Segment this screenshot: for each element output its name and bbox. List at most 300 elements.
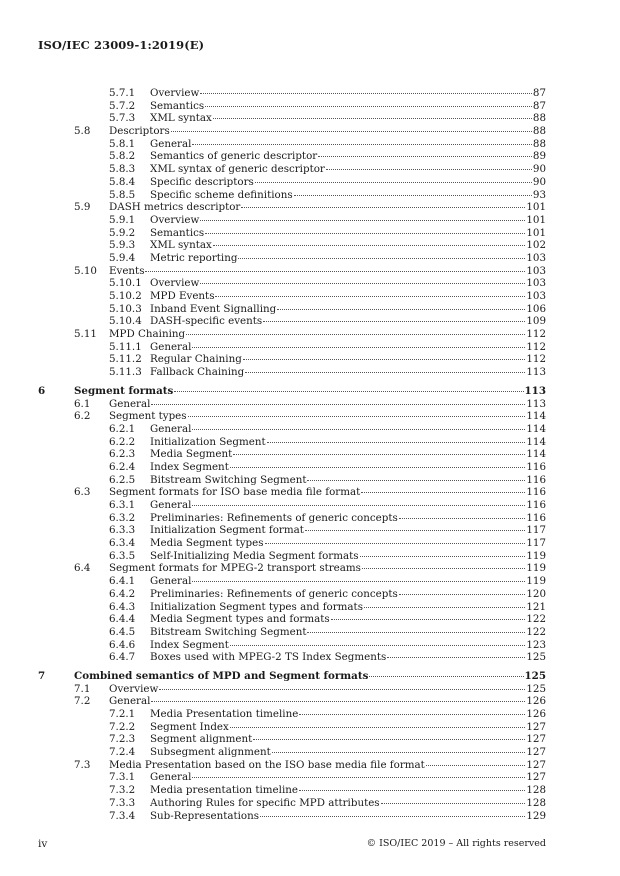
toc-entry[interactable]	[0, 366, 620, 379]
dot-leader	[318, 156, 532, 157]
toc-entry[interactable]	[0, 524, 620, 537]
toc-entry-title: MPD Chaining	[109, 328, 186, 341]
toc-entry-page: 123	[526, 638, 546, 651]
toc-entry[interactable]	[0, 423, 620, 436]
dot-leader	[192, 347, 525, 348]
toc-entry[interactable]	[0, 486, 620, 499]
toc-entry[interactable]	[0, 125, 620, 138]
toc-entry-line	[150, 474, 546, 487]
toc-entry[interactable]	[0, 626, 620, 639]
toc-entry-title: XML syntax	[150, 239, 212, 252]
toc-entry-title: Fallback Chaining	[150, 366, 245, 379]
toc-entry[interactable]	[0, 588, 620, 601]
toc-entry-page: 87	[532, 87, 546, 99]
toc-entry-line	[150, 277, 546, 290]
toc-entry[interactable]	[0, 353, 620, 366]
toc-entry-line	[150, 461, 546, 474]
dot-leader	[145, 271, 525, 272]
toc-entry-number: 6.4.7	[109, 651, 136, 664]
toc-entry-line	[150, 626, 546, 639]
toc-entry-page: 119	[526, 562, 546, 575]
dot-leader	[361, 492, 525, 493]
toc-entry-page: 128	[526, 784, 546, 797]
toc-entry-title: Boxes used with MPEG-2 TS Index Segments	[150, 651, 387, 664]
dot-leader	[159, 689, 525, 690]
toc-entry[interactable]	[0, 448, 620, 461]
toc-entry-number: 5.9	[74, 201, 91, 214]
toc-entry[interactable]	[0, 784, 620, 797]
toc-entry-number: 5.9.1	[109, 213, 136, 226]
dot-leader	[205, 106, 532, 107]
toc-entry-page: 125	[526, 651, 546, 664]
toc-entry-number: 5.7.3	[109, 112, 136, 125]
toc-entry-line	[150, 771, 546, 784]
toc-entry-title: Media Segment types and formats	[150, 613, 330, 626]
toc-entry-number: 5.8.1	[109, 137, 136, 150]
toc-entry-title: Media Presentation based on the ISO base media file format	[109, 758, 425, 771]
toc-entry-title: Media Presentation timeline	[150, 708, 299, 720]
toc-entry-page: 113	[524, 384, 546, 397]
toc-entry-number: 7.3.3	[109, 796, 136, 809]
toc-entry[interactable]	[0, 100, 620, 113]
dot-leader	[200, 220, 525, 221]
toc-entry-number: 7.3.2	[109, 784, 136, 797]
toc-entry[interactable]	[0, 512, 620, 525]
toc-entry[interactable]	[0, 398, 620, 411]
toc-entry-number: 5.10.4	[109, 315, 142, 328]
toc-entry-line	[150, 436, 546, 449]
toc-entry-title: Index Segment	[150, 638, 229, 651]
toc-entry[interactable]	[0, 315, 620, 328]
toc-entry-title: Index Segment	[150, 460, 229, 473]
toc-entry[interactable]	[0, 639, 620, 652]
dot-leader	[260, 816, 525, 817]
toc-entry-line	[150, 303, 546, 316]
copyright-notice: © ISO/IEC 2019 – All rights reserved	[366, 838, 546, 849]
dot-leader	[265, 543, 526, 544]
toc-entry-line	[150, 651, 546, 664]
toc-entry-title: General	[150, 575, 192, 588]
toc-entry-title: Preliminaries: Refinements of generic concepts	[150, 511, 398, 524]
toc-entry-title: General	[109, 397, 151, 410]
toc-entry-page: 122	[526, 613, 546, 626]
toc-entry-line	[109, 410, 546, 423]
toc-entry[interactable]	[0, 290, 620, 303]
toc-entry-title: Bitstream Switching Segment	[150, 473, 307, 486]
dot-leader	[360, 556, 526, 557]
toc-entry[interactable]	[0, 265, 620, 278]
toc-entry-number: 5.8.3	[109, 163, 136, 176]
toc-entry[interactable]	[0, 601, 620, 614]
toc-entry-line	[150, 315, 546, 328]
toc-entry[interactable]	[0, 550, 620, 563]
toc-entry-page: 88	[532, 137, 546, 150]
toc-entry-page: 119	[526, 575, 546, 588]
toc-entry-number: 6.3.4	[109, 537, 136, 550]
toc-entry-number: 6.4.5	[109, 625, 136, 638]
dot-leader	[299, 790, 525, 791]
toc-entry-number: 6.4	[74, 562, 91, 575]
toc-entry[interactable]	[0, 436, 620, 449]
toc-entry[interactable]	[0, 201, 620, 214]
toc-entry[interactable]	[0, 461, 620, 474]
toc-entry-line	[150, 252, 546, 265]
toc-entry-title: Descriptors	[109, 125, 170, 138]
toc-entry-title: Bitstream Switching Segment	[150, 625, 307, 638]
toc-entry-title: Segment formats	[74, 384, 174, 397]
toc-entry-title: Combined semantics of MPD and Segment formats	[74, 669, 369, 682]
dot-leader	[241, 207, 525, 208]
toc-entry-line	[150, 341, 546, 354]
toc-entry-title: Media Segment	[150, 448, 233, 461]
toc-entry-line	[150, 613, 546, 626]
toc-entry-line	[150, 290, 546, 303]
dot-leader	[326, 169, 532, 170]
toc-entry-number: 6	[38, 384, 46, 397]
toc-entry-page: 117	[526, 524, 546, 537]
toc-entry[interactable]	[0, 670, 620, 683]
toc-entry-page: 127	[526, 758, 546, 771]
toc-entry[interactable]	[0, 575, 620, 588]
dot-leader	[205, 233, 525, 234]
toc-entry[interactable]	[0, 277, 620, 290]
toc-entry-page: 127	[526, 771, 546, 784]
toc-entry[interactable]	[0, 112, 620, 125]
toc-entry-page: 129	[526, 809, 546, 822]
toc-entry[interactable]	[0, 613, 620, 626]
toc-entry-title: Segment formats for ISO base media file format	[109, 486, 361, 499]
dot-leader	[277, 309, 525, 310]
dot-leader	[362, 568, 525, 569]
toc-entry-line	[109, 201, 546, 214]
dot-leader	[192, 144, 531, 145]
toc-entry-number: 5.8.5	[109, 188, 136, 201]
toc-entry-page: 114	[526, 448, 546, 461]
toc-entry-title: Inband Event Signalling	[150, 302, 277, 315]
toc-entry-line	[74, 670, 546, 683]
toc-entry[interactable]	[0, 150, 620, 163]
toc-entry-line	[150, 366, 546, 379]
toc-entry[interactable]	[0, 239, 620, 252]
toc-entry-line	[150, 575, 546, 588]
toc-entry-line	[150, 353, 546, 366]
toc-entry[interactable]	[0, 746, 620, 759]
toc-entry-page: 90	[532, 163, 546, 176]
toc-entry-number: 6.4.1	[109, 575, 136, 588]
toc-entry-line	[150, 512, 546, 525]
toc-entry-page: 122	[526, 625, 546, 638]
toc-entry[interactable]	[0, 214, 620, 227]
toc-entry-page: 116	[526, 511, 546, 524]
toc-entry-number: 5.7.2	[109, 99, 136, 112]
toc-entry-page: 126	[526, 695, 546, 708]
toc-entry-number: 5.10.3	[109, 302, 142, 315]
dot-leader	[192, 777, 525, 778]
toc-entry-number: 7.1	[74, 682, 91, 695]
toc-entry-number: 5.10.1	[109, 277, 142, 290]
toc-entry[interactable]	[0, 562, 620, 575]
toc-entry-page: 114	[526, 422, 546, 435]
toc-entry-title: Segment alignment	[150, 733, 253, 746]
toc-entry-number: 6.3.2	[109, 511, 136, 524]
document-header: ISO/IEC 23009-1:2019(E)	[38, 38, 205, 52]
toc-entry-number: 7.2	[74, 695, 91, 708]
toc-entry-page: 101	[526, 201, 546, 214]
toc-entry[interactable]	[0, 733, 620, 746]
dot-leader	[364, 607, 525, 608]
toc-entry-line	[150, 448, 546, 461]
toc-entry-number: 6.4.6	[109, 638, 136, 651]
toc-entry[interactable]	[0, 499, 620, 512]
dot-leader	[369, 676, 523, 677]
toc-entry-number: 7.3	[74, 758, 91, 771]
toc-entry-number: 5.9.2	[109, 226, 136, 239]
toc-entry-number: 6.3.1	[109, 499, 136, 511]
dot-leader	[200, 93, 532, 94]
toc-entry[interactable]	[0, 227, 620, 240]
toc-entry-number: 6.2.3	[109, 448, 136, 461]
toc-entry-page: 93	[532, 188, 546, 201]
dot-leader	[233, 454, 525, 455]
toc-entry-page: 89	[532, 150, 546, 163]
toc-entry-line	[150, 784, 546, 797]
toc-entry-title: Media presentation timeline	[150, 784, 298, 797]
toc-entry[interactable]	[0, 537, 620, 550]
toc-entry-title: DASH metrics descriptor	[109, 201, 241, 214]
toc-entry-title: Subsegment alignment	[150, 746, 271, 759]
dot-leader	[245, 372, 525, 373]
toc-entry-number: 7	[38, 669, 46, 682]
dot-leader	[331, 619, 526, 620]
toc-entry-page: 109	[526, 315, 546, 328]
toc-entry-title: General	[150, 499, 192, 511]
toc-entry[interactable]	[0, 163, 620, 176]
toc-entry[interactable]	[0, 410, 620, 423]
toc-entry[interactable]	[0, 708, 620, 721]
toc-entry-title: Segment types	[109, 410, 187, 423]
toc-entry-title: General	[150, 771, 192, 784]
toc-entry-number: 7.2.2	[109, 720, 136, 733]
dot-leader	[387, 657, 525, 658]
dot-leader	[171, 131, 532, 132]
toc-entry-line	[109, 683, 546, 696]
toc-entry-title: Specific scheme definitions	[150, 188, 293, 201]
dot-leader	[305, 530, 525, 531]
toc-entry-number: 5.10.2	[109, 290, 142, 302]
dot-leader	[213, 118, 532, 119]
toc-entry-line	[150, 746, 546, 759]
dot-leader	[192, 505, 525, 506]
toc-entry-page: 103	[526, 290, 546, 302]
toc-entry-number: 6.4.4	[109, 613, 136, 626]
toc-entry[interactable]	[0, 87, 620, 100]
dot-leader	[151, 701, 525, 702]
toc-entry-page: 113	[526, 397, 546, 410]
toc-entry-line	[150, 588, 546, 601]
toc-entry[interactable]	[0, 474, 620, 487]
toc-entry-line	[150, 733, 546, 746]
toc-entry-line	[109, 695, 546, 708]
dot-leader	[399, 594, 526, 595]
toc-entry-line	[150, 537, 546, 550]
toc-entry-title: Events	[109, 264, 145, 277]
toc-entry-title: DASH-specific events	[150, 315, 263, 328]
toc-entry-page: 126	[526, 708, 546, 720]
toc-entry-title: Overview	[150, 213, 200, 226]
toc-entry-title: Authoring Rules for specific MPD attributes	[150, 796, 380, 809]
toc-entry-number: 5.11.2	[109, 353, 142, 366]
toc-entry[interactable]	[0, 810, 620, 823]
toc-entry[interactable]	[0, 189, 620, 202]
toc-entry-page: 128	[526, 796, 546, 809]
toc-entry[interactable]	[0, 651, 620, 664]
toc-entry-page: 116	[526, 460, 546, 473]
toc-entry-line	[150, 550, 546, 563]
dot-leader	[255, 182, 532, 183]
toc-entry-page: 102	[526, 239, 546, 252]
toc-entry-number: 6.2	[74, 410, 91, 423]
toc-entry-page: 88	[532, 112, 546, 125]
toc-entry[interactable]	[0, 303, 620, 316]
toc-entry-page: 127	[526, 733, 546, 746]
toc-entry-page: 106	[526, 302, 546, 315]
toc-entry-page: 120	[526, 587, 546, 600]
toc-entry-number: 5.11	[74, 328, 97, 341]
dot-leader	[399, 518, 526, 519]
toc-entry-title: MPD Events	[150, 290, 215, 302]
dot-leader	[426, 765, 526, 766]
toc-entry-line	[150, 176, 546, 189]
toc-entry-page: 127	[526, 720, 546, 733]
toc-entry-title: Specific descriptors	[150, 175, 254, 188]
toc-entry-number: 6.4.2	[109, 587, 136, 600]
toc-entry-title: Self-Initializing Media Segment formats	[150, 549, 359, 562]
toc-entry-title: Overview	[109, 682, 159, 695]
toc-entry-line	[109, 562, 546, 575]
toc-entry-title: Initialization Segment	[150, 435, 266, 448]
toc-entry-title: General	[150, 137, 192, 150]
toc-entry[interactable]	[0, 759, 620, 772]
dot-leader	[230, 645, 526, 646]
toc-entry-number: 6.2.4	[109, 460, 136, 473]
toc-entry-number: 6.1	[74, 397, 91, 410]
toc-entry[interactable]	[0, 138, 620, 151]
toc-entry-line	[109, 125, 546, 138]
dot-leader	[294, 195, 532, 196]
toc-entry[interactable]	[0, 695, 620, 708]
toc-entry-page: 103	[526, 251, 546, 264]
toc-entry[interactable]	[0, 721, 620, 734]
toc-entry-line	[150, 524, 546, 537]
dot-leader	[200, 283, 525, 284]
toc-entry-number: 6.3.3	[109, 524, 136, 537]
dot-leader	[188, 416, 526, 417]
toc-entry-number: 6.4.3	[109, 600, 136, 613]
toc-entry-number: 5.8.4	[109, 175, 136, 188]
toc-entry-page: 101	[526, 226, 546, 239]
dot-leader	[263, 321, 525, 322]
toc-entry-title: Segment formats for MPEG-2 transport streams	[109, 562, 361, 575]
toc-entry-page: 125	[526, 682, 546, 695]
toc-entry-line	[74, 385, 546, 398]
toc-entry[interactable]	[0, 328, 620, 341]
toc-entry-page: 90	[532, 175, 546, 188]
toc-entry-line	[150, 639, 546, 652]
toc-entry-number: 7.2.4	[109, 746, 136, 759]
dot-leader	[213, 245, 526, 246]
toc-entry-title: Media Segment types	[150, 537, 264, 550]
toc-entry-number: 7.2.1	[109, 708, 136, 720]
toc-entry-number: 6.3.5	[109, 549, 136, 562]
toc-entry-title: Metric reporting	[150, 251, 238, 264]
toc-entry-title: XML syntax of generic descriptor	[150, 163, 325, 176]
toc-entry[interactable]	[0, 683, 620, 696]
toc-entry-title: Sub-Representations	[150, 809, 260, 822]
dot-leader	[186, 334, 525, 335]
dot-leader	[192, 429, 525, 430]
dot-leader	[253, 739, 525, 740]
dot-leader	[230, 727, 526, 728]
toc-entry-page: 127	[526, 746, 546, 759]
dot-leader	[230, 467, 526, 468]
toc-entry-page: 88	[532, 125, 546, 138]
toc-entry-line	[150, 810, 546, 823]
toc-entry-number: 5.10	[74, 264, 97, 277]
toc-entry-number: 5.8	[74, 125, 91, 138]
toc-entry-page: 116	[526, 499, 546, 511]
dot-leader	[151, 404, 525, 405]
dot-leader	[307, 632, 525, 633]
toc-entry[interactable]	[0, 771, 620, 784]
dot-leader	[272, 752, 526, 753]
toc-entry-page: 116	[526, 486, 546, 499]
toc-entry-number: 5.11.1	[109, 340, 142, 353]
toc-entry-title: Initialization Segment types and formats	[150, 600, 363, 613]
toc-entry[interactable]	[0, 385, 620, 398]
toc-entry-number: 5.9.3	[109, 239, 136, 252]
toc-entry-page: 87	[532, 99, 546, 112]
toc-entry[interactable]	[0, 341, 620, 354]
toc-entry-title: Segment Index	[150, 720, 229, 733]
toc-entry-line	[109, 398, 546, 411]
toc-entry-title: General	[109, 695, 151, 708]
toc-entry-number: 5.9.4	[109, 251, 136, 264]
toc-entry[interactable]	[0, 797, 620, 810]
toc-entry[interactable]	[0, 252, 620, 265]
toc-entry-title: Overview	[150, 277, 200, 290]
toc-entry-title: Semantics	[150, 99, 205, 112]
toc-entry-number: 6.2.5	[109, 473, 136, 486]
toc-entry-title: General	[150, 422, 192, 435]
dot-leader	[307, 480, 525, 481]
toc-entry-page: 103	[526, 277, 546, 290]
toc-entry-page: 116	[526, 473, 546, 486]
toc-entry-title: General	[150, 340, 192, 353]
toc-entry-line	[150, 797, 546, 810]
toc-entry-line	[150, 214, 546, 227]
toc-entry-page: 117	[526, 537, 546, 550]
toc-entry-page: 114	[526, 435, 546, 448]
toc-entry-line	[150, 239, 546, 252]
toc-entry-number: 7.3.1	[109, 771, 136, 784]
toc-entry[interactable]	[0, 176, 620, 189]
toc-entry-number: 5.11.3	[109, 366, 142, 379]
toc-entry-line	[150, 150, 546, 163]
toc-entry-line	[150, 112, 546, 125]
toc-entry-title: Overview	[150, 87, 200, 99]
toc-entry-page: 112	[526, 340, 546, 353]
dot-leader	[381, 803, 526, 804]
